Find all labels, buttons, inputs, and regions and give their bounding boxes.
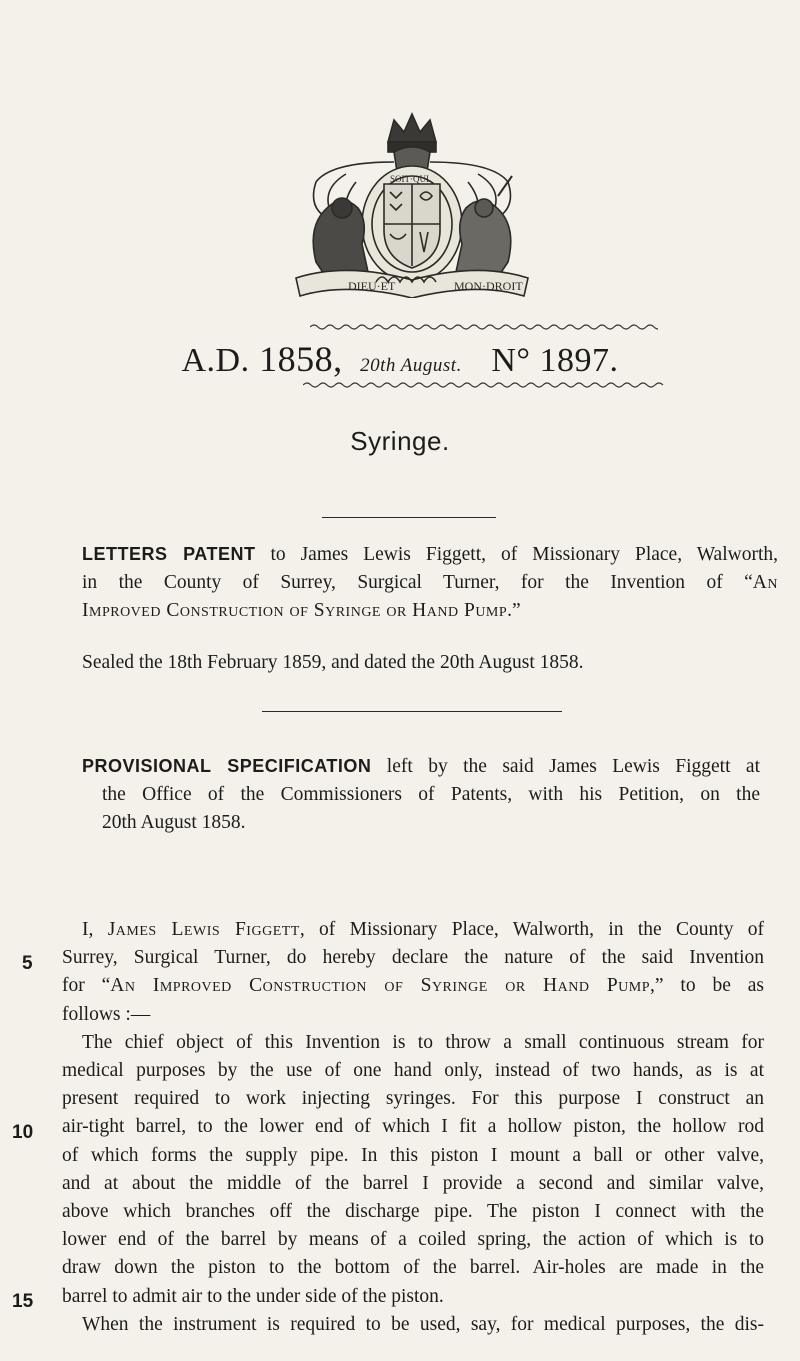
line-number-5: 5 — [22, 953, 33, 974]
body-line-13: draw down the piston to the bottom of the barrel. Air-holes are made in the — [62, 1257, 764, 1279]
document-title: Syringe. — [350, 426, 450, 456]
specification-body — [62, 916, 764, 1339]
body-line-2: Surrey, Surgical Turner, do hereby declare the nature of the said Invention — [62, 947, 764, 969]
sealed-line: Sealed the 18th February 1859, and dated the 20th August 1858. — [82, 652, 584, 673]
body-line-12: lower end of the barrel by means of a coiled spring, the action of which is to — [62, 1229, 764, 1251]
line-number-15: 15 — [12, 1291, 34, 1312]
garter-motto: SOIT·QUI — [390, 174, 429, 184]
wavy-rule-bottom — [303, 380, 665, 390]
body-line-3: for “An Improved Construction of Syringe or Hand Pump,” to be as — [62, 975, 764, 997]
body-line-5: The chief object of this Invention is to throw a small continuous stream for — [82, 1031, 764, 1053]
motto-right: MON·DROIT — [454, 279, 523, 293]
wavy-rule-top — [310, 322, 658, 332]
line-number-10: 10 — [12, 1122, 34, 1143]
body-line-4: follows :— — [62, 1003, 151, 1025]
divider-long — [262, 711, 562, 712]
royal-arms-emblem — [276, 112, 548, 298]
body-line-1: I, James Lewis Figgett, of Missionary Place, Walworth, in the County of — [82, 919, 765, 940]
motto-left: DIEU·ET — [348, 279, 396, 293]
provisional-line-1: PROVISIONAL SPECIFICATION left by the said James Lewis Figgett at — [82, 756, 760, 777]
body-line-8: air-tight barrel, to the lower end of which I fit a hollow piston, the hollow rod — [62, 1116, 764, 1138]
body-line-9: of which forms the supply pipe. In this piston I mount a ball or other valve, — [62, 1144, 764, 1166]
body-line-11: above which branches off the discharge pipe. The piston I connect with the — [62, 1201, 764, 1223]
header-number: N° 1897. — [491, 342, 619, 379]
letters-patent-heading: LETTERS PATENT — [82, 544, 256, 564]
header-date: 20th August. — [360, 355, 462, 376]
patent-header — [0, 338, 800, 380]
provisional-heading: PROVISIONAL SPECIFICATION — [82, 756, 372, 776]
header-year: 1858, — [259, 339, 343, 379]
provisional-line-2: the Office of the Commissioners of Patents, with his Petition, on the — [102, 784, 760, 805]
letters-patent-line-1: LETTERS PATENT to James Lewis Figgett, of Missionary Place, Walworth, — [82, 544, 778, 565]
body-line-14: barrel to admit air to the under side of the piston. — [62, 1285, 444, 1307]
body-line-10: and at about the middle of the barrel I provide a second and similar valve, — [62, 1172, 764, 1194]
provisional-paragraph — [82, 752, 760, 837]
body-line-7: present required to work injecting syringes. For this purpose I construct an — [62, 1088, 764, 1110]
letters-patent-line-2: in the County of Surrey, Surgical Turner, for the Invention of “An — [82, 572, 778, 593]
letters-patent-paragraph — [82, 540, 778, 625]
body-line-6: medical purposes by the use of one hand only, instead of two hands, as is at — [62, 1060, 764, 1082]
sealed-paragraph — [82, 649, 778, 677]
header-ad: A.D. — [181, 342, 250, 379]
divider-short — [322, 517, 496, 518]
body-line-15: When the instrument is required to be used, say, for medical purposes, the dis- — [82, 1313, 764, 1335]
letters-patent-line-3: Improved Construction of Syringe or Hand Pump.” — [82, 600, 521, 621]
provisional-line-3: 20th August 1858. — [102, 812, 246, 833]
